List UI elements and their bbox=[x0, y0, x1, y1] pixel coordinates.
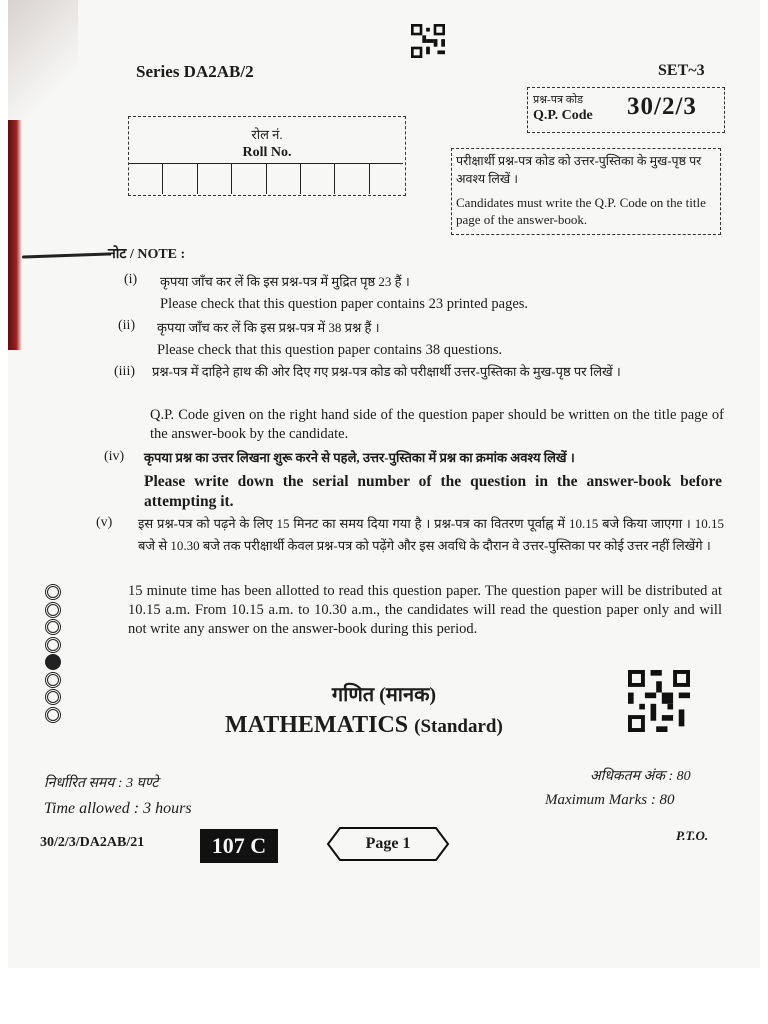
roll-cell[interactable] bbox=[198, 164, 232, 194]
qp-code-label: Q.P. Code bbox=[533, 108, 593, 123]
note-item-number: (iii) bbox=[114, 364, 135, 379]
roll-number-cells bbox=[129, 163, 403, 194]
page-number: Page 1 bbox=[365, 835, 411, 852]
subject-qualifier: (Standard) bbox=[414, 716, 503, 737]
candidate-note-english: Candidates must write the Q.P. Code on the title page of the answer-book. bbox=[456, 195, 706, 227]
note-item-english: Please check that this question paper contains 38 questions. bbox=[157, 342, 503, 358]
note-item-english: Please write down the serial number of the question in the answer-book before attempting it. bbox=[144, 473, 722, 510]
roll-cell[interactable] bbox=[267, 164, 301, 194]
note-item-hindi: कृपया जाँच कर लें कि इस प्रश्न-पत्र में मुद्रित पृष्ठ 23 हैं । bbox=[160, 274, 410, 289]
circle-mark bbox=[45, 602, 61, 618]
maximum-marks-hindi: अधिकतम अंक : 80 bbox=[590, 769, 691, 784]
note-item-number: (ii) bbox=[118, 318, 136, 333]
time-allowed: Time allowed : 3 hours bbox=[44, 800, 192, 817]
roll-label-hindi: रोल नं. bbox=[251, 127, 283, 142]
subject-hindi: गणित (मानक) bbox=[331, 684, 437, 706]
circle-mark bbox=[45, 637, 61, 653]
roll-cell[interactable] bbox=[335, 164, 369, 194]
circle-mark bbox=[45, 654, 61, 670]
note-item-hindi: प्रश्न-पत्र में दाहिने हाथ की ओर दिए गए प्रश्न-पत्र कोड को परीक्षार्थी उत्तर-पुस्तिका के मुख-पृष्ठ पर लिखें । bbox=[152, 364, 621, 379]
subject-title bbox=[225, 712, 503, 739]
roll-cell[interactable] bbox=[129, 164, 163, 194]
note-item-number: (i) bbox=[124, 272, 138, 287]
note-item-number: (v) bbox=[96, 515, 113, 530]
roll-cell[interactable] bbox=[232, 164, 266, 194]
roll-cell[interactable] bbox=[163, 164, 197, 194]
time-allowed-hindi: निर्धारित समय : 3 घण्टे bbox=[44, 776, 159, 791]
note-item-hindi: कृपया जाँच कर लें कि इस प्रश्न-पत्र में 38 प्रश्न हैं । bbox=[157, 320, 380, 335]
paper-code: 30/2/3/DA2AB/21 bbox=[40, 835, 145, 850]
maximum-marks: Maximum Marks : 80 bbox=[545, 792, 675, 808]
candidate-note-hindi: परीक्षार्थी प्रश्न-पत्र कोड को उत्तर-पुस्तिका के मुख-पृष्ठ पर अवश्य लिखें । bbox=[456, 154, 702, 186]
circle-mark bbox=[45, 619, 61, 635]
qr-code-icon bbox=[410, 24, 446, 58]
note-item-english: Q.P. Code given on the right hand side of the question paper should be written on the title page of the answer-book by the candidate. bbox=[150, 407, 724, 442]
set-number: SET~3 bbox=[658, 62, 705, 79]
circle-mark bbox=[45, 584, 61, 600]
paper-shadow bbox=[8, 0, 78, 130]
qp-code-label-hindi: प्रश्न-पत्र कोड bbox=[533, 94, 583, 106]
series-code: Series DA2AB/2 bbox=[136, 62, 254, 81]
roll-cell[interactable] bbox=[301, 164, 335, 194]
binding-edge bbox=[8, 120, 22, 350]
please-turn-over: P.T.O. bbox=[676, 828, 709, 843]
roll-cell[interactable] bbox=[370, 164, 403, 194]
roll-label: Roll No. bbox=[242, 145, 292, 160]
note-item-hindi: कृपया प्रश्न का उत्तर लिखना शुरू करने से पहले, उत्तर-पुस्तिका में प्रश्न का क्रमांक अवश्य लिखें । bbox=[144, 450, 575, 465]
page-code-box: 107 C bbox=[200, 829, 278, 863]
note-heading: नोट / NOTE : bbox=[108, 247, 186, 262]
subject-name: MATHEMATICS bbox=[225, 712, 409, 738]
note-item-english: 15 minute time has been allotted to read this question paper. The question paper will be distributed at 10.15 a.m. From 10.15 a.m. to 10.30 a.m., the candidates will read the question paper only and will not write any answer on the answer-book during this period. bbox=[128, 583, 722, 637]
circle-mark bbox=[45, 707, 61, 723]
note-item-english: Please check that this question paper contains 23 printed pages. bbox=[160, 296, 529, 312]
note-item-number: (iv) bbox=[104, 449, 125, 464]
note-item-hindi: इस प्रश्न-पत्र को पढ़ने के लिए 15 मिनट का समय दिया गया है । प्रश्न-पत्र का वितरण पूर्वाह्न में 10.15 बजे किया जाएगा । 10.15 बजे से 10.30 बजे तक परीक्षार्थी केवल प्रश्न-पत्र को पढ़ेंगे और इस अवधि के दौरान वे उत्तर-पुस्तिका पर कोई उत्तर नहीं लिखेंगे । bbox=[138, 516, 724, 553]
qp-code-value: 30/2/3 bbox=[627, 93, 697, 120]
